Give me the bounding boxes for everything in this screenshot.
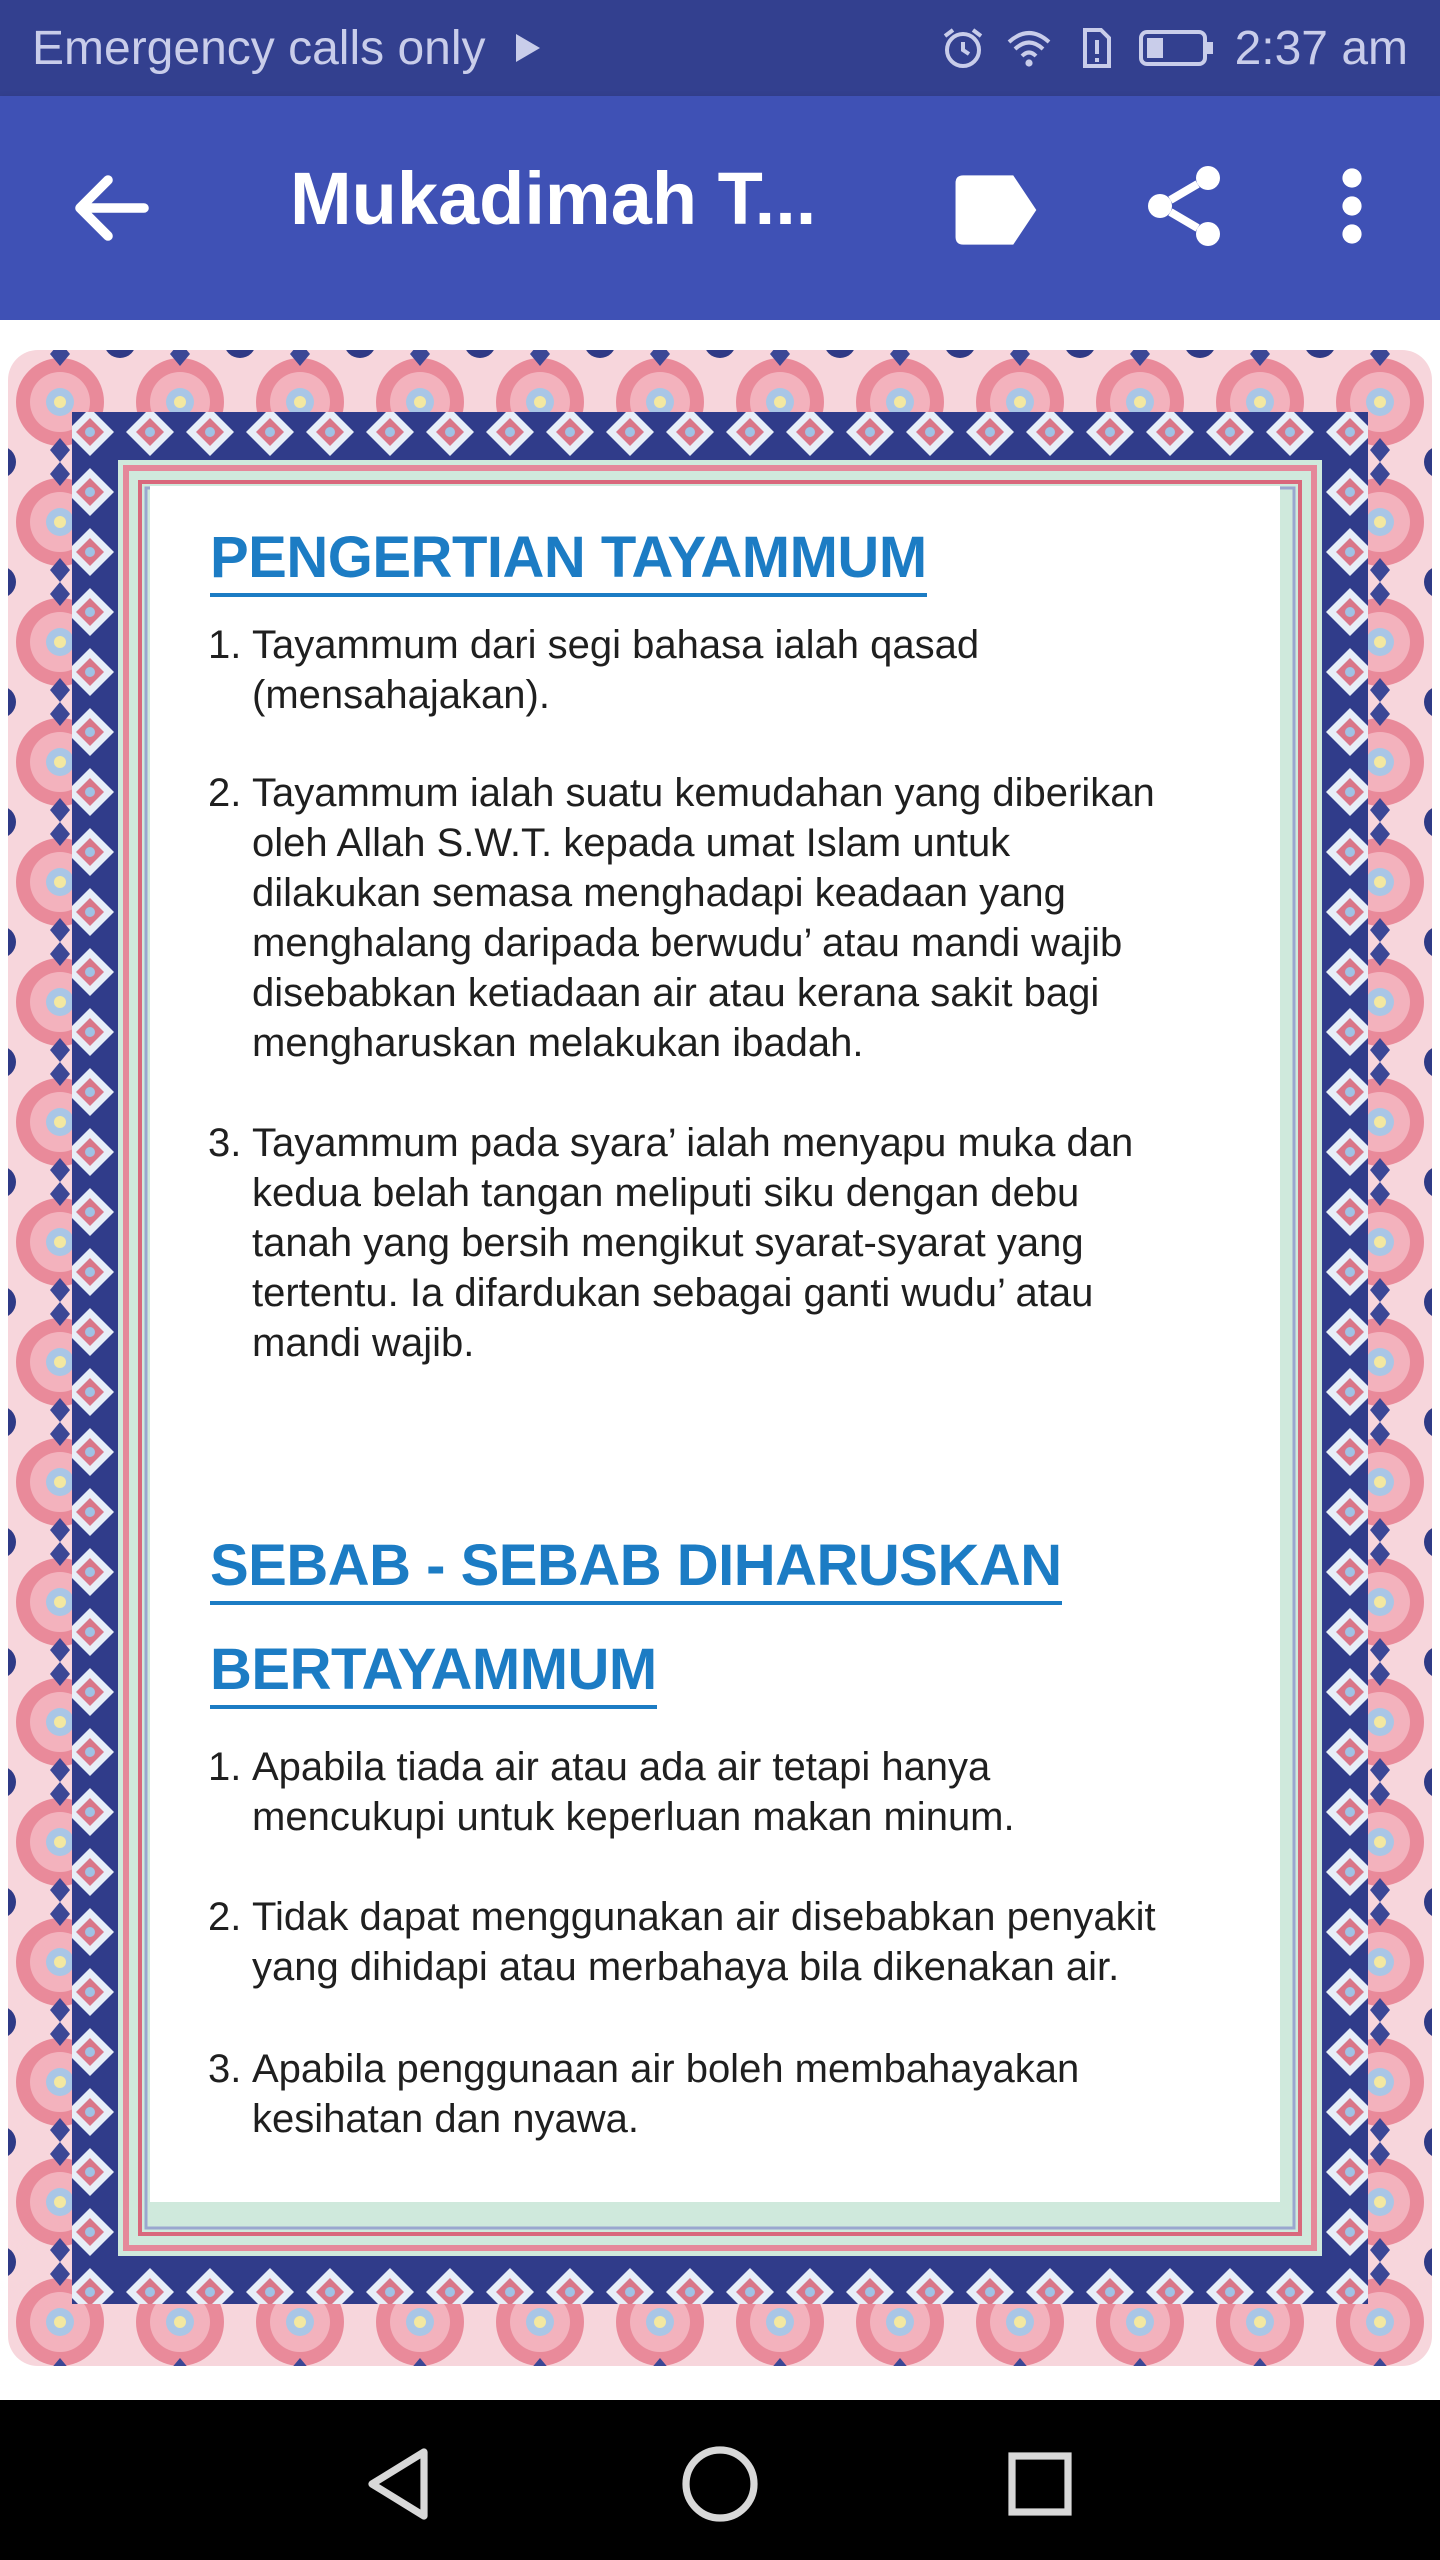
list-item xyxy=(208,768,1268,1068)
list-item xyxy=(208,620,1268,720)
item-number: 2. xyxy=(208,1895,242,1939)
share-icon[interactable] xyxy=(1136,156,1232,256)
section-title-sebab-line2: BERTAYAMMUM xyxy=(210,1636,657,1709)
app-bar xyxy=(0,96,1440,320)
item-number: 1. xyxy=(208,623,242,667)
back-triangle-icon[interactable] xyxy=(352,2436,448,2532)
label-icon[interactable] xyxy=(944,162,1044,258)
home-circle-icon[interactable] xyxy=(672,2436,768,2532)
play-icon xyxy=(502,24,550,72)
sim-alert-icon xyxy=(1071,24,1119,72)
item-number: 2. xyxy=(208,771,242,815)
section-title-sebab: SEBAB - SEBAB DIHARUSKAN xyxy=(210,1532,1062,1605)
document-view[interactable] xyxy=(0,320,1440,2400)
item-text: Apabila penggunaan air boleh membahayakan kesihatan dan nyawa. xyxy=(252,2047,1080,2141)
clock: 2:37 am xyxy=(1234,21,1408,75)
item-number: 1. xyxy=(208,1745,242,1789)
item-text: Tayammum pada syara’ ialah menyapu muka dan kedua belah tangan meliputi siku dengan debu tanah yang bersih mengikut syarat-syarat yang tertentu. Ia difardukan sebagai ganti wudu’ atau mandi wajib. xyxy=(252,1121,1134,1365)
navigation-bar xyxy=(0,2400,1440,2560)
wifi-icon xyxy=(1005,24,1053,72)
item-text: Tidak dapat menggunakan air disebabkan penyakit yang dihidapi atau merbahaya bila dikenakan air. xyxy=(252,1895,1156,1989)
item-text: Tayammum dari segi bahasa ialah qasad (mensahajakan). xyxy=(252,623,980,717)
section-title-pengertian: PENGERTIAN TAYAMMUM xyxy=(210,524,927,597)
battery-icon xyxy=(1137,24,1217,72)
item-number: 3. xyxy=(208,2047,242,2091)
back-arrow-icon[interactable] xyxy=(64,160,160,256)
document-page xyxy=(150,486,1280,2202)
list-item xyxy=(208,2044,1268,2144)
carrier-text: Emergency calls only xyxy=(32,21,486,75)
list-item xyxy=(208,1742,1268,1842)
recents-square-icon[interactable] xyxy=(992,2436,1088,2532)
alarm-icon xyxy=(939,24,987,72)
list-item xyxy=(208,1118,1268,1368)
status-bar xyxy=(0,0,1440,96)
page-title: Mukadimah T... xyxy=(290,157,817,240)
item-text: Tayammum ialah suatu kemudahan yang diberikan oleh Allah S.W.T. kepada umat Islam untuk dilakukan semasa menghadapi keadaan yang menghalang daripada berwudu’ atau mandi wajib disebabkan ketiadaan air atau kerana sakit bagi mengharuskan melakukan ibadah. xyxy=(252,771,1155,1065)
more-vert-icon[interactable] xyxy=(1320,156,1384,256)
item-text: Apabila tiada air atau ada air tetapi hanya mencukupi untuk keperluan makan minum. xyxy=(252,1745,1015,1839)
item-number: 3. xyxy=(208,1121,242,1165)
list-item xyxy=(208,1892,1268,1992)
